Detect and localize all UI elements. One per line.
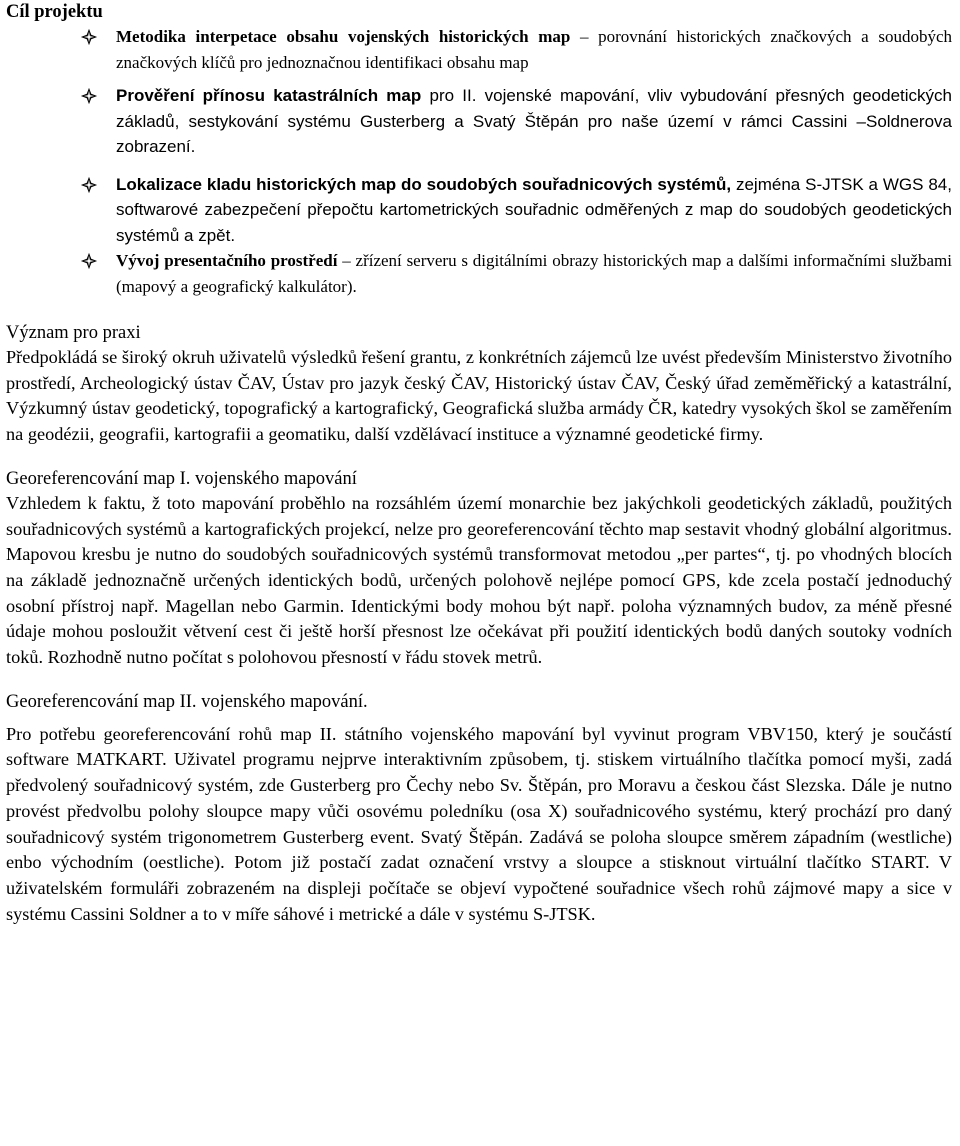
goal-item-lead: Vývoj presentačního prostředí (116, 251, 338, 270)
significance-paragraph: Předpokládá se široký okruh uživatelů výsledků řešení grantu, z konkrétních zájemců lze uvést především Ministerstvo životního prostředí, Archeologický ústav ČAV, Ústav pro jazyk český ČAV, Historický ústav ČAV, Český úřad zeměměřický a katastrální, Výzkumný ústav geodetický, topografický a kartografický, Geografická služba armády ČR, katedry vysokých škol se zaměřením na geodézii, geografii, kartografii a geomatiku, další vzdělávací instituce a významné geodetické firmy. (6, 347, 952, 445)
goal-item-text: zejména S-JTSK a WGS 84, softwarové zabezpečení přepočtu kartometrických souřadnic odměřených z map do soudobých geodetických systémů a zpět. (116, 174, 952, 245)
diamond-bullet-icon (80, 172, 100, 197)
goal-item-methodology (6, 24, 952, 75)
goal-item-cadastral (6, 83, 952, 160)
diamond-bullet-icon (80, 248, 100, 273)
significance-heading: Význam pro praxi (6, 323, 141, 343)
section1-heading: Georeferencování map I. vojenského mapování (6, 468, 357, 489)
goal-item-text: – porovnání historických značkových a soudobých značkových klíčů pro jednoznačnou identifikaci obsahu map (116, 27, 952, 72)
goal-item-localization (6, 172, 952, 249)
section2-paragraph: Pro potřebu georeferencování rohů map II. státního vojenského mapování byl vyvinut program VBV150, který je součástí software MATKART. Uživatel programu nejprve interaktivním způsobem, tj. stiskem virtuálního tlačítka pomocí myši, zadá předvolený souřadnicový systém, zde Gusterberg pro Čechy nebo Sv. Štěpán, pro Moravu a českou část Slezska. Dále je nutno provést předvolbu polohy sloupce mapy vůči osovému poledníku (osa X) souřadnicového systému, který prochází pro daný souřadnicový systém trigonometrem Gusterberg event. Svatý Štěpán. Zadává se poloha sloupce směrem západním (westliche) enbo východním (oestliche). Potom již postačí zadat označení vrstvy a sloupce a stisknout virtuální tlačítko START. V uživatelském formuláři zobrazeném na displeji počítače se objeví vypočtené souřadnice všech rohů zájmové mapy a sice v systému Cassini Soldner a to v míře sáhové i metrické a dále v systému S-JTSK. (6, 723, 952, 924)
diamond-bullet-icon (80, 83, 100, 108)
section1-paragraph: Vzhledem k faktu, ž toto mapování proběhlo na rozsáhlém území monarchie bez jakýchkoli geodetických základů, použitých souřadnicových systémů a kartografických projekcí, nelze pro georeferencování těchto map sestavit vhodný globální algoritmus. Mapovou kresbu je nutno do soudobých souřadnicových systémů transformovat metodou „per partes“, tj. po vhodných blocích na základě jednoznačně určených identických bodů, určených polohově nejlépe pomocí GPS, kde zcela postačí jednoduchý osobní přístroj např. Magellan nebo Garmin. Identickými body mohou být např. poloha významných budov, za méně přesné údaje mohou posloužit větvení cest či ještě horší přesnost lze očekávat při použití identických bodů daných soutoky vodních toků. Rozhodně nutno počítat s polohovou přesností v řádu stovek metrů. (6, 492, 952, 668)
goal-item-text: pro II. vojenské mapování, vliv vybudování přesných geodetických základů, sestykování systému Gusterberg a Svatý Štěpán pro naše území v rámci Cassini –Soldnerova zobrazení. (116, 86, 952, 156)
diamond-bullet-icon (80, 24, 100, 49)
section2-heading: Georeferencování map II. vojenského mapování. (6, 691, 368, 712)
goal-item-lead: Metodika interpetace obsahu vojenských historických map (116, 27, 571, 46)
goal-item-text: – zřízení serveru s digitálními obrazy historických map a dalšími informačními službami (mapový a geografický kalkulátor). (116, 251, 952, 296)
goal-item-presentation (6, 248, 952, 299)
goal-list (6, 24, 952, 299)
goal-heading: Cíl projektu (6, 2, 103, 22)
goal-item-lead: Prověření přínosu katastrálních map (116, 86, 422, 105)
goal-item-lead: Lokalizace kladu historických map do soudobých souřadnicových systémů, (116, 174, 732, 194)
